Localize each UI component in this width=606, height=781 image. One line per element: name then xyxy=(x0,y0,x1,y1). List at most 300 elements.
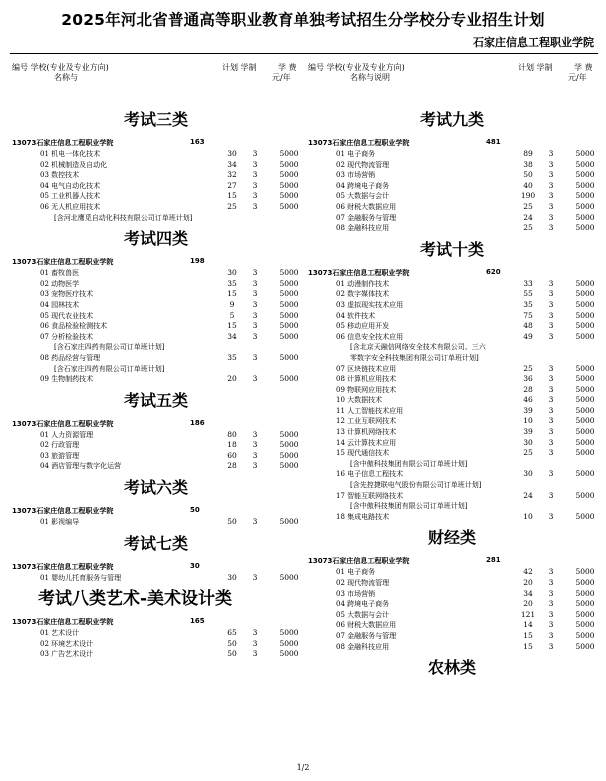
plan-count: 30 xyxy=(523,469,533,479)
header-plan-years: 计划 学制 xyxy=(222,63,257,72)
tuition-fee: 5000 xyxy=(279,450,299,460)
major-row xyxy=(10,160,302,171)
tuition-fee: 5000 xyxy=(279,331,299,341)
major-name: 04 软件技术 xyxy=(336,311,376,320)
major-row xyxy=(306,311,598,322)
right-column xyxy=(306,56,598,776)
major-row xyxy=(306,213,598,224)
tuition-fee: 5000 xyxy=(575,578,595,587)
plan-count: 25 xyxy=(523,448,533,458)
major-row xyxy=(306,567,598,578)
major-row xyxy=(306,191,598,202)
major-name: 06 食品检验检测技术 xyxy=(40,322,108,331)
major-name: 02 数字媒体技术 xyxy=(336,290,390,299)
major-name: 04 跨境电子商务 xyxy=(336,600,390,609)
study-years: 3 xyxy=(548,321,554,331)
category-heading: 考试九类 xyxy=(419,110,484,129)
plan-count: 9 xyxy=(229,299,235,309)
school-row xyxy=(10,136,302,149)
major-name: 05 工业机器人技术 xyxy=(40,192,101,201)
plan-count: 24 xyxy=(523,212,533,222)
study-years: 3 xyxy=(548,201,554,211)
major-name: 01 电子商务 xyxy=(336,150,376,158)
plan-count: 32 xyxy=(227,170,237,180)
tuition-fee: 5000 xyxy=(279,201,299,211)
order-class-note: 零数字安全科技集团有限公司订单班计划] xyxy=(350,353,479,362)
major-row xyxy=(10,461,302,472)
major-name: 05 大数据与会计 xyxy=(336,192,390,201)
plan-count: 15 xyxy=(227,191,237,201)
plan-count: 89 xyxy=(523,149,533,158)
major-name: 02 现代物流管理 xyxy=(336,160,390,169)
major-name: 09 物联网应用技术 xyxy=(336,385,397,394)
plan-count: 5 xyxy=(229,310,235,320)
tuition-fee: 5000 xyxy=(279,191,299,201)
school-name: 13073石家庄信息工程职业学院 xyxy=(12,507,114,516)
plan-count: 24 xyxy=(523,490,533,500)
plan-count: 42 xyxy=(523,567,533,577)
major-name: 05 现代农业技术 xyxy=(40,311,94,320)
plan-count: 48 xyxy=(523,321,533,331)
study-years: 3 xyxy=(252,310,258,320)
study-years: 3 xyxy=(548,448,554,458)
study-years: 3 xyxy=(548,223,554,233)
major-row xyxy=(306,491,598,502)
major-row xyxy=(10,649,302,660)
school-total-plan: 481 xyxy=(486,138,501,146)
major-row xyxy=(306,385,598,396)
plan-count: 27 xyxy=(227,180,237,190)
major-name: 06 财税大数据应用 xyxy=(336,621,397,630)
study-years: 3 xyxy=(252,149,258,158)
tuition-fee: 5000 xyxy=(575,567,595,577)
plan-count: 10 xyxy=(523,416,533,426)
tuition-fee: 5000 xyxy=(575,630,595,640)
study-years: 3 xyxy=(252,572,258,582)
major-row xyxy=(306,223,598,234)
school-row xyxy=(306,136,598,149)
tuition-fee: 5000 xyxy=(279,268,299,278)
major-row xyxy=(10,311,302,322)
study-years: 3 xyxy=(548,416,554,426)
plan-count: 190 xyxy=(520,191,536,201)
study-years: 3 xyxy=(252,268,258,278)
plan-count: 39 xyxy=(523,405,533,415)
tuition-fee: 5000 xyxy=(575,448,595,458)
major-name: 14 云计算技术应用 xyxy=(336,438,397,447)
major-row xyxy=(10,517,302,528)
plan-count: 55 xyxy=(523,289,533,299)
plan-count: 50 xyxy=(227,517,237,527)
study-years: 3 xyxy=(252,429,258,439)
plan-count: 15 xyxy=(227,321,237,331)
study-years: 3 xyxy=(252,352,258,362)
school-total-plan: 186 xyxy=(190,418,205,427)
major-row xyxy=(306,170,598,181)
school-row xyxy=(10,504,302,517)
plan-count: 60 xyxy=(227,450,237,460)
left-column xyxy=(10,56,302,776)
plan-count: 80 xyxy=(227,429,237,439)
major-name: 11 人工智能技术应用 xyxy=(336,406,404,415)
major-name: 01 畜牧兽医 xyxy=(40,269,80,278)
tuition-fee: 5000 xyxy=(279,170,299,180)
study-years: 3 xyxy=(252,374,258,384)
category-heading: 考试四类 xyxy=(123,229,188,249)
tuition-fee: 5000 xyxy=(575,321,595,331)
major-name: 06 财税大数据应用 xyxy=(336,202,397,211)
study-years: 3 xyxy=(252,201,258,211)
study-years: 3 xyxy=(252,289,258,299)
study-years: 3 xyxy=(548,191,554,201)
major-name: 07 区块链技术应用 xyxy=(336,364,397,373)
study-years: 3 xyxy=(548,278,554,288)
major-row xyxy=(10,289,302,300)
order-class-note: [含石家庄四药有限公司订单班计划] xyxy=(54,364,165,373)
major-row xyxy=(306,578,598,589)
study-years: 3 xyxy=(548,641,554,651)
tuition-fee: 5000 xyxy=(279,429,299,439)
study-years: 3 xyxy=(548,578,554,587)
tuition-fee: 5000 xyxy=(575,609,595,619)
major-row xyxy=(10,321,302,332)
major-row xyxy=(10,440,302,451)
school-total-plan: 165 xyxy=(190,617,205,626)
plan-count: 20 xyxy=(523,578,533,587)
tuition-fee: 5000 xyxy=(575,405,595,415)
tuition-fee: 5000 xyxy=(575,416,595,426)
major-name: 02 动物医学 xyxy=(40,279,80,288)
plan-count: 40 xyxy=(523,180,533,190)
order-class-note: [含中傲科技集团有限公司订单班计划] xyxy=(350,502,468,511)
major-name: 03 数控技术 xyxy=(40,171,80,180)
plan-count: 50 xyxy=(523,170,533,180)
study-years: 3 xyxy=(252,299,258,309)
major-row xyxy=(10,149,302,160)
plan-count: 36 xyxy=(523,374,533,384)
major-row xyxy=(306,300,598,311)
major-row xyxy=(306,610,598,621)
tuition-fee: 5000 xyxy=(575,331,595,341)
tuition-fee: 5000 xyxy=(279,180,299,190)
tuition-fee: 5000 xyxy=(575,599,595,609)
school-row xyxy=(306,266,598,279)
plan-count: 50 xyxy=(227,638,237,648)
school-name: 13073石家庄信息工程职业学院 xyxy=(308,268,410,277)
header-name-note: 名称与说明 xyxy=(350,73,390,82)
tuition-fee: 5000 xyxy=(575,170,595,180)
major-row xyxy=(10,451,302,462)
tuition-fee: 5000 xyxy=(575,395,595,405)
plan-count: 121 xyxy=(520,609,536,619)
tuition-fee: 5000 xyxy=(575,384,595,394)
left-sections xyxy=(10,110,302,660)
tuition-fee: 5000 xyxy=(279,352,299,362)
study-years: 3 xyxy=(548,511,554,521)
document-title: 2025年河北省普通高等职业教育单独考试招生分学校分专业招生计划 xyxy=(61,11,545,29)
major-row xyxy=(306,406,598,417)
plan-count: 25 xyxy=(523,201,533,211)
plan-count: 15 xyxy=(523,641,533,651)
plan-count: 14 xyxy=(523,620,533,630)
study-years: 3 xyxy=(548,427,554,437)
study-years: 3 xyxy=(548,299,554,309)
school-name: 13073石家庄信息工程职业学院 xyxy=(308,557,410,566)
plan-count: 25 xyxy=(227,201,237,211)
major-name: 02 行政管理 xyxy=(40,441,80,450)
tuition-fee: 5000 xyxy=(279,374,299,384)
study-years: 3 xyxy=(252,517,258,527)
study-years: 3 xyxy=(548,363,554,373)
plan-count: 46 xyxy=(523,395,533,405)
study-years: 3 xyxy=(548,289,554,299)
major-row xyxy=(306,364,598,375)
major-name: 04 酒店管理与数字化运营 xyxy=(40,462,122,471)
tuition-fee: 5000 xyxy=(575,363,595,373)
tuition-fee: 5000 xyxy=(575,427,595,437)
school-total-plan: 50 xyxy=(190,506,200,515)
tuition-fee: 5000 xyxy=(575,201,595,211)
school-total-plan: 620 xyxy=(486,267,501,276)
plan-count: 20 xyxy=(227,374,237,384)
major-name: 01 动漫制作技术 xyxy=(336,279,390,288)
plan-count: 30 xyxy=(227,149,237,158)
major-name: 08 计算机应用技术 xyxy=(336,375,397,384)
major-name: 03 市场营销 xyxy=(336,589,376,598)
major-name: 03 市场营销 xyxy=(336,171,376,180)
tuition-fee: 5000 xyxy=(575,374,595,384)
school-name: 13073石家庄信息工程职业学院 xyxy=(12,618,114,627)
major-name: 18 集成电路技术 xyxy=(336,512,390,521)
plan-count: 35 xyxy=(227,352,237,362)
study-years: 3 xyxy=(548,469,554,479)
school-name: 13073石家庄信息工程职业学院 xyxy=(12,419,114,428)
plan-count: 34 xyxy=(227,159,237,169)
major-name: 09 生物制药技术 xyxy=(40,375,94,384)
study-years: 3 xyxy=(252,649,258,659)
tuition-fee: 5000 xyxy=(279,638,299,648)
major-name: 06 信息安全技术应用 xyxy=(336,332,404,341)
major-row xyxy=(306,599,598,610)
major-row xyxy=(306,279,598,290)
header-fee: 学 费 xyxy=(278,63,297,72)
major-row xyxy=(306,416,598,427)
order-class-note: [含北京天融信网络安全技术有限公司、三六 xyxy=(350,343,486,352)
major-row xyxy=(10,573,302,584)
school-row xyxy=(10,615,302,628)
major-row xyxy=(10,639,302,650)
institution-name: 石家庄信息工程职业学院 xyxy=(473,36,594,49)
major-name: 03 宠物医疗技术 xyxy=(40,290,94,299)
plan-count: 75 xyxy=(523,310,533,320)
major-name: 01 人力资源管理 xyxy=(40,430,94,439)
plan-count: 30 xyxy=(523,437,533,447)
major-row xyxy=(306,395,598,406)
major-name: 05 移动应用开发 xyxy=(336,322,390,331)
plan-count: 34 xyxy=(523,588,533,598)
study-years: 3 xyxy=(548,490,554,500)
tuition-fee: 5000 xyxy=(575,511,595,521)
study-years: 3 xyxy=(252,450,258,460)
order-class-note: [含先控捷联电气股份有限公司订单班计划] xyxy=(350,481,482,490)
tuition-fee: 5000 xyxy=(575,641,595,651)
right-sections xyxy=(306,110,598,678)
major-name: 05 大数据与会计 xyxy=(336,610,390,619)
major-row xyxy=(306,181,598,192)
school-name: 13073石家庄信息工程职业学院 xyxy=(308,139,410,147)
plan-count: 10 xyxy=(523,511,533,521)
major-name: 17 智能互联网络技术 xyxy=(336,491,404,500)
plan-count: 25 xyxy=(523,223,533,233)
study-years: 3 xyxy=(548,395,554,405)
school-row xyxy=(10,255,302,268)
tuition-fee: 5000 xyxy=(575,289,595,299)
header-divider xyxy=(10,53,598,54)
major-row xyxy=(306,321,598,332)
category-heading: 农林类 xyxy=(427,658,476,678)
school-total-plan: 163 xyxy=(190,138,205,146)
school-name: 13073石家庄信息工程职业学院 xyxy=(12,139,114,147)
tuition-fee: 5000 xyxy=(575,310,595,320)
major-row xyxy=(306,160,598,171)
category-heading: 考试六类 xyxy=(123,478,188,498)
study-years: 3 xyxy=(252,159,258,169)
plan-count: 34 xyxy=(227,331,237,341)
tuition-fee: 5000 xyxy=(279,310,299,320)
tuition-fee: 5000 xyxy=(279,461,299,471)
school-total-plan: 30 xyxy=(190,561,200,570)
major-row xyxy=(306,202,598,213)
major-name: 02 现代物流管理 xyxy=(336,579,390,587)
plan-count: 35 xyxy=(523,299,533,309)
major-row xyxy=(10,191,302,202)
major-name: 01 艺术设计 xyxy=(40,629,80,638)
study-years: 3 xyxy=(252,331,258,341)
major-row xyxy=(306,289,598,300)
left-column-header xyxy=(10,56,302,104)
study-years: 3 xyxy=(252,278,258,288)
plan-count: 15 xyxy=(227,289,237,299)
tuition-fee: 5000 xyxy=(575,490,595,500)
study-years: 3 xyxy=(548,310,554,320)
page-number: 1/2 xyxy=(296,763,310,772)
tuition-fee: 5000 xyxy=(575,212,595,222)
study-years: 3 xyxy=(548,437,554,447)
tuition-fee: 5000 xyxy=(575,159,595,169)
major-row xyxy=(10,202,302,213)
plan-count: 28 xyxy=(523,384,533,394)
tuition-fee: 5000 xyxy=(575,191,595,201)
major-row xyxy=(10,181,302,192)
school-total-plan: 198 xyxy=(190,257,205,266)
tuition-fee: 5000 xyxy=(575,299,595,309)
plan-count: 30 xyxy=(227,572,237,582)
study-years: 3 xyxy=(548,620,554,630)
major-row xyxy=(306,512,598,523)
plan-count: 39 xyxy=(523,427,533,437)
major-row xyxy=(10,300,302,311)
tuition-fee: 5000 xyxy=(279,149,299,158)
study-years: 3 xyxy=(252,638,258,648)
school-total-plan: 281 xyxy=(486,556,501,565)
tuition-fee: 5000 xyxy=(575,149,595,158)
tuition-fee: 5000 xyxy=(279,649,299,659)
category-heading: 考试十类 xyxy=(419,239,484,259)
study-years: 3 xyxy=(548,149,554,158)
major-row xyxy=(10,353,302,364)
order-class-note: [含中傲科技集团有限公司订单班计划] xyxy=(350,459,468,468)
major-name: 07 金融服务与管理 xyxy=(336,213,397,222)
school-row xyxy=(10,417,302,430)
tuition-fee: 5000 xyxy=(575,223,595,233)
study-years: 3 xyxy=(548,212,554,222)
major-name: 13 计算机网络技术 xyxy=(336,428,397,437)
header-code-school: 编号 学校(专业及专业方向) xyxy=(12,63,109,72)
plan-count: 38 xyxy=(523,159,533,169)
study-years: 3 xyxy=(548,170,554,180)
major-name: 01 婴幼儿托育服务与管理 xyxy=(40,573,122,582)
major-row xyxy=(306,448,598,459)
header-fee: 学 费 xyxy=(574,63,593,72)
category-heading: 财经类 xyxy=(427,528,476,548)
study-years: 3 xyxy=(548,374,554,384)
major-name: 10 大数据技术 xyxy=(336,396,383,405)
school-name: 13073石家庄信息工程职业学院 xyxy=(12,562,114,571)
major-row xyxy=(306,427,598,438)
study-years: 3 xyxy=(548,630,554,640)
school-row xyxy=(10,560,302,573)
study-years: 3 xyxy=(252,628,258,638)
major-name: 04 园林技术 xyxy=(40,300,80,309)
major-row xyxy=(10,628,302,639)
plan-count: 30 xyxy=(227,268,237,278)
header-fee-unit: 元/年 xyxy=(272,73,291,82)
major-name: 07 分析检验技术 xyxy=(40,332,94,341)
category-heading: 考试八类艺术-美术设计类 xyxy=(38,589,233,610)
major-row xyxy=(306,631,598,642)
major-name: 04 电气自动化技术 xyxy=(40,181,101,190)
header-plan-years: 计划 学制 xyxy=(518,63,553,72)
study-years: 3 xyxy=(548,599,554,609)
header-fee-unit: 元/年 xyxy=(568,73,587,82)
plan-count: 65 xyxy=(227,628,237,638)
major-name: 15 现代通信技术 xyxy=(336,449,390,458)
school-name: 13073石家庄信息工程职业学院 xyxy=(12,258,114,267)
major-name: 16 电子信息工程技术 xyxy=(336,470,404,479)
major-row xyxy=(306,332,598,343)
major-row xyxy=(10,170,302,181)
tuition-fee: 5000 xyxy=(279,159,299,169)
tuition-fee: 5000 xyxy=(575,437,595,447)
header-name-note: 名称与 xyxy=(54,73,78,82)
category-heading: 考试七类 xyxy=(123,533,188,553)
school-row xyxy=(306,554,598,567)
header-code-school: 编号 学校(专业及专业方向) xyxy=(308,63,405,72)
study-years: 3 xyxy=(252,170,258,180)
major-name: 04 跨境电子商务 xyxy=(336,181,390,190)
study-years: 3 xyxy=(548,567,554,577)
plan-count: 35 xyxy=(227,278,237,288)
tuition-fee: 5000 xyxy=(279,321,299,331)
major-row xyxy=(306,469,598,480)
study-years: 3 xyxy=(252,461,258,471)
major-name: 02 机械制造及自动化 xyxy=(40,160,108,169)
major-row xyxy=(306,620,598,631)
plan-count: 15 xyxy=(523,630,533,640)
tuition-fee: 5000 xyxy=(279,628,299,638)
study-years: 3 xyxy=(252,321,258,331)
study-years: 3 xyxy=(548,405,554,415)
